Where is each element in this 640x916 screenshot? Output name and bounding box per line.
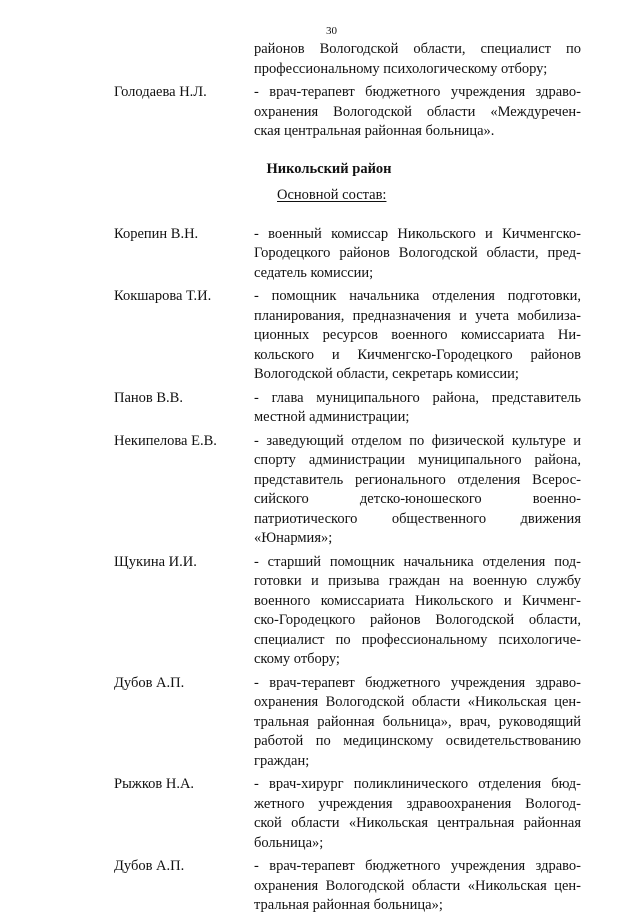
description-line: специалист по профессиональному психологиче- bbox=[254, 631, 581, 648]
member-name: Корепин В.Н. bbox=[114, 225, 199, 242]
member-name: Рыжков Н.А. bbox=[114, 776, 195, 792]
description-line: работой по медицинскому освидетельствованию bbox=[254, 733, 581, 749]
entry-description bbox=[254, 83, 581, 142]
description-line: военного комиссариата Никольского и Кичменг- bbox=[254, 592, 581, 609]
entry-description bbox=[254, 287, 581, 385]
description-line: седатель комиссии; bbox=[254, 264, 374, 281]
member-name: Дубов А.П. bbox=[114, 858, 185, 874]
description-line: тральная районная больница», врач, руководящий bbox=[254, 713, 581, 730]
member-entry bbox=[0, 674, 640, 772]
member-list bbox=[0, 225, 640, 916]
spacer bbox=[0, 206, 640, 225]
description-line: - врач-терапевт бюджетного учреждения здраво- bbox=[254, 84, 581, 100]
description-line: больница»; bbox=[254, 834, 324, 851]
description-line: «Юнармия»; bbox=[254, 530, 333, 546]
description-line: представитель регионального отделения Всерос- bbox=[254, 471, 581, 488]
description-line: - глава муниципального района, представитель bbox=[254, 389, 581, 406]
description-line: готовки и призыва граждан на военную службу bbox=[254, 573, 581, 589]
description-line: ская центральная районная больница». bbox=[254, 123, 495, 139]
description-line: тральная районная больница»; bbox=[254, 897, 443, 913]
member-name: Панов В.В. bbox=[114, 389, 183, 406]
description-line: охранения Вологодской области «Междуречен- bbox=[254, 103, 581, 120]
member-name: Кокшарова Т.И. bbox=[114, 288, 212, 304]
member-entry bbox=[0, 432, 640, 549]
continuation-entry bbox=[0, 40, 640, 79]
description-line: - врач-терапевт бюджетного учреждения здраво- bbox=[254, 674, 581, 691]
description-line: Вологодской области, секретарь комиссии; bbox=[254, 366, 519, 382]
member-name: Голодаева Н.Л. bbox=[114, 84, 207, 100]
description-line: районов Вологодской области, специалист по bbox=[254, 41, 581, 57]
section-subtitle: Основной состав: bbox=[277, 187, 387, 203]
description-line: скому отбору; bbox=[254, 651, 340, 667]
entry-description bbox=[254, 775, 581, 853]
member-name: Дубов А.П. bbox=[114, 674, 185, 691]
member-entry bbox=[0, 287, 640, 385]
description-line: - заведующий отделом по физической культуре и bbox=[254, 432, 581, 449]
member-name: Щукина И.И. bbox=[114, 553, 197, 570]
description-line: местной администрации; bbox=[254, 409, 410, 425]
entry-description bbox=[254, 225, 581, 284]
description-line: жетного учреждения здравоохранения Вологод- bbox=[254, 795, 581, 812]
member-entry bbox=[0, 83, 640, 142]
description-line: ско-Городецкого районов Вологодской области, bbox=[254, 612, 581, 628]
description-line: спорту администрации муниципального района, bbox=[254, 452, 581, 468]
description-line: планирования, предназначения и учета мобилиза- bbox=[254, 307, 581, 324]
description-line: - военный комиссар Никольского и Кичменгско- bbox=[254, 225, 581, 242]
page-number: 30 bbox=[326, 25, 337, 37]
description-line: патриотического общественного движения bbox=[254, 510, 581, 527]
entry-description bbox=[254, 857, 581, 916]
member-entry bbox=[0, 225, 640, 284]
member-entry bbox=[0, 389, 640, 428]
member-entry bbox=[0, 775, 640, 853]
entry-name-empty bbox=[0, 40, 254, 79]
description-line: граждан; bbox=[254, 752, 310, 769]
entry-description bbox=[254, 40, 581, 79]
entry-description bbox=[254, 389, 581, 428]
description-line: Городецкого районов Вологодской области, пред- bbox=[254, 245, 581, 261]
description-line: ционных ресурсов военного комиссариата Ни- bbox=[254, 327, 581, 343]
entry-description bbox=[254, 553, 581, 670]
entry-description bbox=[254, 432, 581, 549]
entries-container bbox=[0, 40, 640, 916]
member-entry bbox=[0, 553, 640, 670]
description-line: профессиональному психологическому отбору; bbox=[254, 60, 548, 77]
member-entry bbox=[0, 857, 640, 916]
entry-description bbox=[254, 674, 581, 772]
description-line: - помощник начальника отделения подготовки, bbox=[254, 288, 581, 304]
member-name: Некипелова Е.В. bbox=[114, 432, 217, 449]
description-line: кольского и Кичменгско-Городецкого районов bbox=[254, 346, 581, 363]
description-line: охранения Вологодской области «Никольская цен- bbox=[254, 877, 581, 894]
description-line: ской области «Никольская центральная районная bbox=[254, 815, 581, 831]
description-line: - врач-хирург поликлинического отделения бюд- bbox=[254, 776, 581, 792]
section-title: Никольский район bbox=[266, 160, 392, 177]
description-line: - врач-терапевт бюджетного учреждения здраво- bbox=[254, 858, 581, 874]
description-line: охранения Вологодской области «Никольская цен- bbox=[254, 694, 581, 710]
description-line: - старший помощник начальника отделения под- bbox=[254, 553, 581, 570]
description-line: сийского детско-юношеского военно- bbox=[254, 491, 581, 507]
